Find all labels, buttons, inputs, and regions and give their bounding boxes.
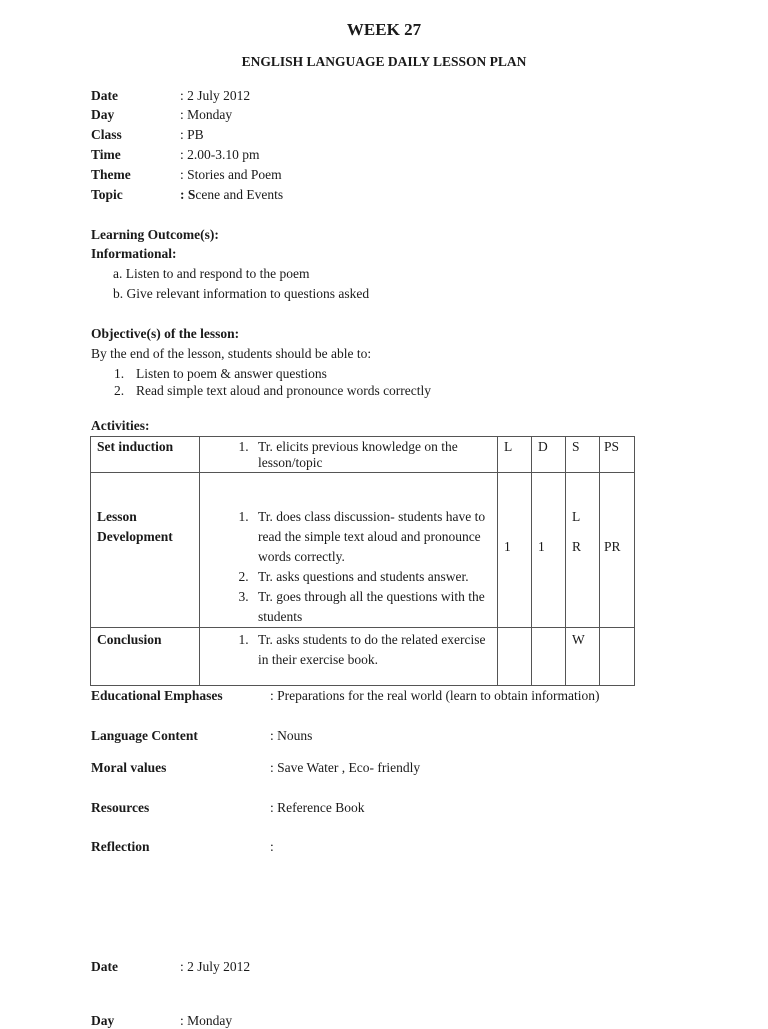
info-value-time: : 2.00-3.10 pm <box>180 147 260 162</box>
column-ps-cell <box>600 473 635 628</box>
column-d-cell <box>532 628 566 686</box>
detail-label-language-content: Language Content <box>91 728 198 743</box>
next-info-value-date: : 2 July 2012 <box>180 959 251 974</box>
objective-number: 2. <box>114 383 125 398</box>
steps-cell <box>200 628 498 686</box>
detail-label-moral-values: Moral values <box>91 760 167 775</box>
detail-value-moral-values: : Save Water , Eco- friendly <box>270 760 421 775</box>
step-item: 2. Tr. asks questions and students answer. <box>252 567 497 587</box>
table-row <box>91 437 635 473</box>
info-label-theme: Theme <box>91 167 131 182</box>
steps-cell <box>200 437 498 473</box>
column-l-cell <box>498 473 532 628</box>
steps-list <box>200 507 497 627</box>
learning-outcomes-subheading: Informational: <box>91 246 177 261</box>
table-row <box>91 473 635 628</box>
stage-label: Development <box>97 529 173 544</box>
steps-list <box>200 630 497 670</box>
stage-cell <box>91 437 200 473</box>
step-item: 1. Tr. does class discussion- students have to read the simple text aloud and pronounce words correctly. <box>252 507 497 567</box>
stage-cell <box>91 628 200 686</box>
column-l-value: 1 <box>504 539 511 554</box>
page-title: WEEK 27 <box>346 20 422 39</box>
stage-cell <box>91 473 200 628</box>
column-ps-label: PS <box>604 439 620 454</box>
detail-value-reflection: : <box>270 839 274 854</box>
info-value-day: : Monday <box>180 107 233 122</box>
column-l-header <box>498 437 532 473</box>
steps-cell <box>200 473 498 628</box>
objective-text: Listen to poem & answer questions <box>136 366 327 381</box>
detail-value-resources: : Reference Book <box>270 800 365 815</box>
learning-outcome-item: b. Give relevant information to questions asked <box>113 286 370 301</box>
learning-outcomes-heading: Learning Outcome(s): <box>91 227 219 242</box>
column-d-label: D <box>538 439 548 454</box>
info-label-class: Class <box>91 127 122 142</box>
objective-number: 1. <box>114 366 125 381</box>
detail-value-educational-emphases: : Preparations for the real world (learn to obtain information) <box>270 688 600 703</box>
table-row <box>91 628 635 686</box>
column-l-label: L <box>504 439 513 454</box>
column-d-value: 1 <box>538 539 545 554</box>
activities-table <box>90 436 635 686</box>
info-value-date: : 2 July 2012 <box>180 88 251 103</box>
activities-heading: Activities: <box>91 418 150 433</box>
info-value-theme: : Stories and Poem <box>180 167 282 182</box>
info-label-day: Day <box>91 107 115 122</box>
next-info-label-day: Day <box>91 1013 115 1028</box>
info-value-class: : PB <box>180 127 204 142</box>
learning-outcome-item: a. Listen to and respond to the poem <box>113 266 310 281</box>
step-item: 1. Tr. asks students to do the related exercise in their exercise book. <box>252 630 497 670</box>
objectives-intro: By the end of the lesson, students should be able to: <box>91 346 372 361</box>
stage-label: Conclusion <box>97 632 162 647</box>
column-d-header <box>532 437 566 473</box>
column-s-value: L <box>572 509 581 524</box>
detail-label-reflection: Reflection <box>91 839 150 854</box>
steps-list <box>200 439 497 471</box>
column-s-value: R <box>572 539 582 554</box>
next-info-value-day: : Monday <box>180 1013 233 1028</box>
info-label-time: Time <box>91 147 121 162</box>
column-s-header <box>566 437 600 473</box>
column-d-cell <box>532 473 566 628</box>
step-item: 3. Tr. goes through all the questions with the students <box>252 587 497 627</box>
info-value-topic-rest: cene and Events <box>195 187 284 202</box>
detail-label-resources: Resources <box>91 800 150 815</box>
step-item: 1. Tr. elicits previous knowledge on the lesson/topic <box>252 439 497 471</box>
stage-label: Set induction <box>97 439 174 454</box>
column-s-value: W <box>572 632 585 647</box>
objective-text: Read simple text aloud and pronounce words correctly <box>136 383 432 398</box>
info-value-topic-bold: : S <box>180 187 196 202</box>
info-label-topic: Topic <box>91 187 123 202</box>
column-ps-header <box>600 437 635 473</box>
column-l-cell <box>498 628 532 686</box>
stage-label: Lesson <box>97 509 137 524</box>
column-s-label: S <box>572 439 580 454</box>
info-label-date: Date <box>91 88 118 103</box>
column-s-cell <box>566 628 600 686</box>
detail-label-educational-emphases: Educational Emphases <box>91 688 223 703</box>
column-s-cell <box>566 473 600 628</box>
info-value-topic <box>180 187 283 203</box>
page-subtitle: ENGLISH LANGUAGE DAILY LESSON PLAN <box>241 54 527 69</box>
next-info-label-date: Date <box>91 959 118 974</box>
objectives-heading: Objective(s) of the lesson: <box>91 326 240 341</box>
column-ps-cell <box>600 628 635 686</box>
column-ps-value: PR <box>604 539 621 554</box>
detail-value-language-content: : Nouns <box>270 728 313 743</box>
